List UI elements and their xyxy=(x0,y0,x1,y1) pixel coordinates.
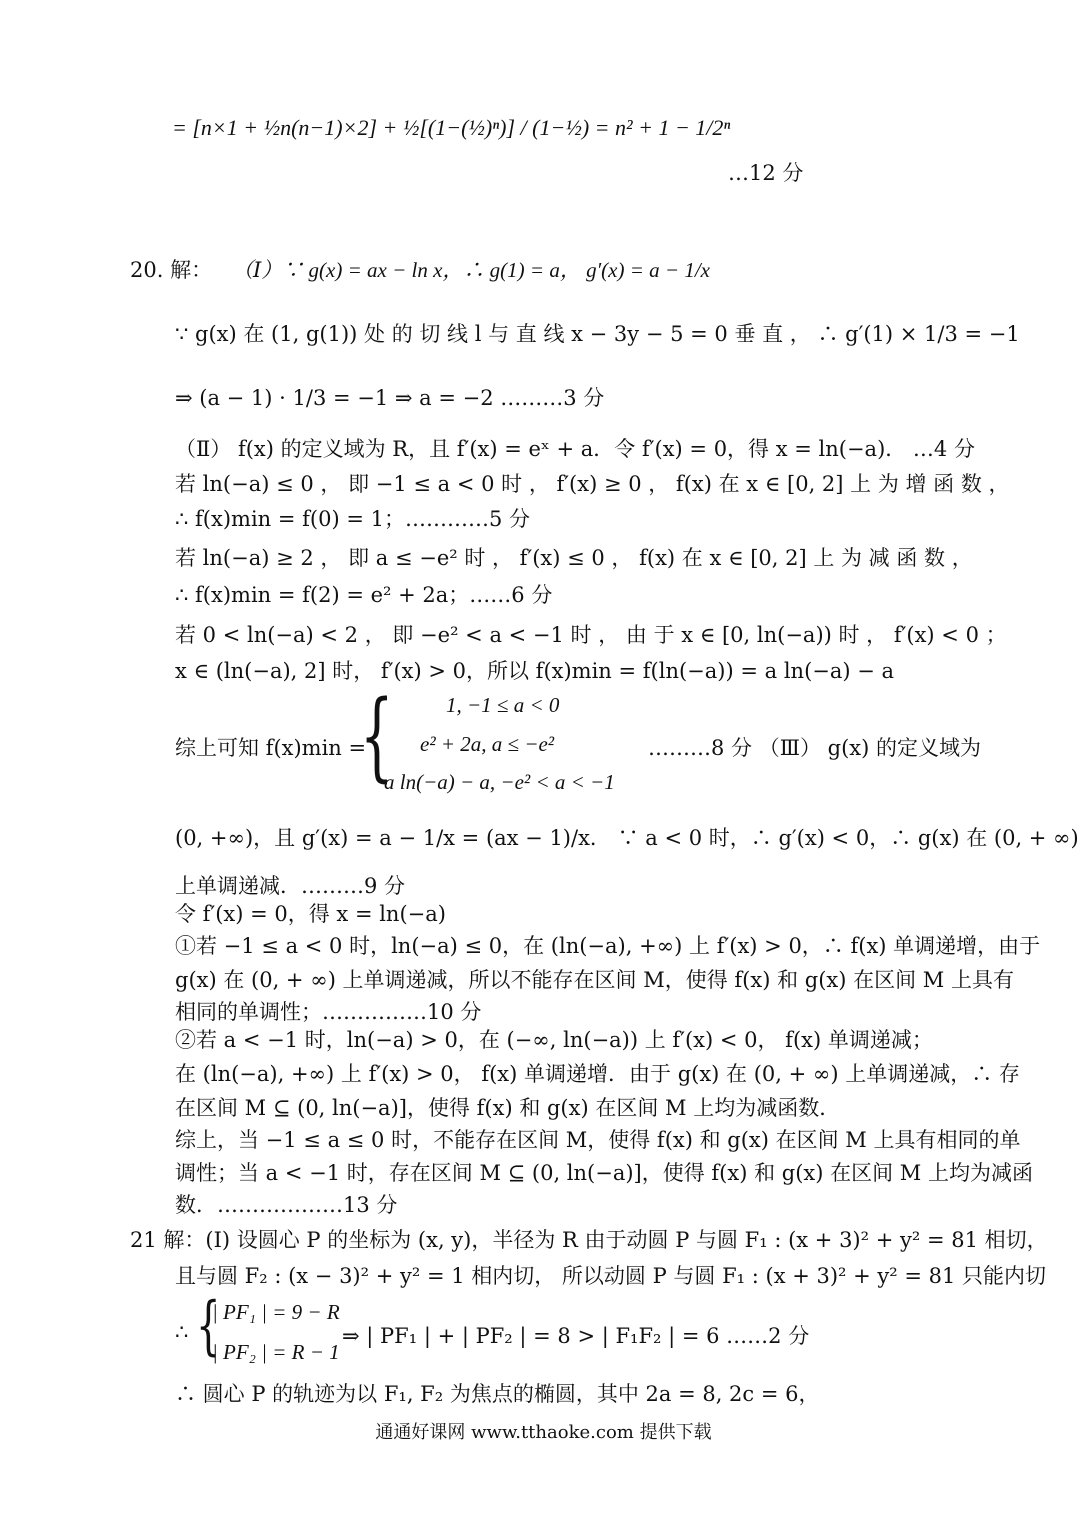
p20-line9 xyxy=(175,619,1007,649)
p20-line3-text: ⇒ (a − 1) · 1/3 = −1 ⇒ a = −2 ………3 分 xyxy=(175,386,605,410)
p21-system-result-text: ⇒ | PF₁ | + | PF₂ | = 8 > | F₁F₂ | = 6 ……2 分 xyxy=(342,1324,810,1348)
p20-line19 xyxy=(175,996,481,1026)
p20-line5-text: 若 ln(−a) ≤ 0 ， 即 −1 ≤ a < 0 时 ， f′(x) ≥ 0 ， f(x) 在 x ∈ [0, 2] 上 为 增 函 数 ， xyxy=(175,472,1010,496)
p20-line25-text: 数．………………13 分 xyxy=(175,1193,398,1217)
p21-line5-text: ∴ 圆心 P 的轨迹为以 F₁, F₂ 为焦点的椭圆，其中 2a = 8, 2c = 6， xyxy=(175,1382,820,1406)
p20-line14-text: (0, +∞)，且 g′(x) = a − 1/x = (ax − 1)/x． ∵ a < 0 时，∴ g′(x) < 0，∴ g(x) 在 (0, + ∞) xyxy=(175,826,1079,850)
p20-case-2-text: e² + 2a, a ≤ −e² xyxy=(420,732,555,756)
p20-line20 xyxy=(175,1024,933,1054)
p20-case-3-text: a ln(−a) − a, −e² < a < −1 xyxy=(384,770,615,794)
p21-system-1 xyxy=(212,1300,340,1325)
p20-line23-text: 综上，当 −1 ≤ a ≤ 0 时，不能存在区间 M，使得 f(x) 和 g(x) 在区间 M 上具有相同的单 xyxy=(175,1128,1021,1152)
p20-line2-text: ∵ g(x) 在 (1, g(1)) 处 的 切 线 l 与 直 线 x − 3y − 5 = 0 垂 直 ， ∴ g′(1) × 1/3 = −1 xyxy=(175,322,1020,346)
p21-line2-text: 且与圆 F₂ : (x − 3)² + y² = 1 相内切， 所以动圆 P 与圆 F₁ : (x + 3)² + y² = 81 只能内切 xyxy=(175,1264,1047,1288)
p20-label-text: 20. 解： xyxy=(130,258,213,282)
top-equation-text: = [n×1 + ½n(n−1)×2] + ½[(1−(½)ⁿ)] / (1−½) = n² + 1 − 1/2ⁿ xyxy=(172,115,731,140)
p21-line5 xyxy=(175,1378,819,1408)
p21-system-2-text: | PF₂ | = R − 1 xyxy=(212,1340,340,1364)
p20-line6-text: ∴ f(x)min = f(0) = 1；…………5 分 xyxy=(175,507,531,531)
p20-line24 xyxy=(175,1157,1033,1187)
p20-piecewise-brace: { xyxy=(360,680,394,792)
p20-line7 xyxy=(175,542,973,572)
p20-line25 xyxy=(175,1189,397,1219)
p20-case-3 xyxy=(384,770,615,795)
p20-summary-label-text: 综上可知 f(x)min = xyxy=(175,736,367,760)
footer-text: 通通好课网 www.tthaoke.com 提供下载 xyxy=(375,1422,712,1443)
p20-line10 xyxy=(175,655,894,685)
p20-line5 xyxy=(175,468,1010,498)
p20-line22-text: 在区间 M ⊆ (0, ln(−a)]，使得 f(x) 和 g(x) 在区间 M 上均为减函数． xyxy=(175,1096,841,1120)
p20-case-2 xyxy=(420,732,554,757)
p21-therefore: ∴ xyxy=(175,1320,189,1344)
p20-line10-text: x ∈ (ln(−a), 2] 时， f′(x) > 0，所以 f(x)min = f(ln(−a)) = a ln(−a) − a xyxy=(175,659,895,683)
p20-line17-text: ①若 −1 ≤ a < 0 时，ln(−a) ≤ 0，在 (ln(−a), +∞) 上 f′(x) > 0，∴ f(x) 单调递增，由于 xyxy=(175,934,1041,958)
p20-label xyxy=(130,254,212,284)
p20-case-score xyxy=(648,732,981,762)
p21-system-1-text: | PF₁ | = 9 − R xyxy=(212,1300,340,1324)
top-score-text: …12 分 xyxy=(728,161,804,185)
p20-line18-text: g(x) 在 (0, + ∞) 上单调递减，所以不能存在区间 M，使得 f(x) 和 g(x) 在区间 M 上具有 xyxy=(175,968,1014,992)
p20-line21 xyxy=(175,1058,1020,1088)
p20-line17 xyxy=(175,930,1040,960)
p20-line16 xyxy=(175,898,446,928)
p20-line6 xyxy=(175,503,530,533)
p20-part-i-text: （Ⅰ）∵ g(x) = ax − ln x，∴ g(1) = a， g′(x) = a − 1/x xyxy=(232,258,710,282)
p20-line8-text: ∴ f(x)min = f(2) = e² + 2a；……6 分 xyxy=(175,583,553,607)
p21-system-result xyxy=(342,1320,809,1350)
p20-line19-text: 相同的单调性；……………10 分 xyxy=(175,1000,482,1024)
p20-line3 xyxy=(175,382,604,412)
p20-line21-text: 在 (ln(−a), +∞) 上 f′(x) > 0， f(x) 单调递增．由于 g(x) 在 (0, + ∞) 上单调递减，∴ 存 xyxy=(175,1062,1020,1086)
p20-line23 xyxy=(175,1124,1020,1154)
p20-part-ii-text: （Ⅱ） f(x) 的定义域为 R，且 f′(x) = eˣ + a．令 f′(x) = 0，得 x = ln(−a)． …4 分 xyxy=(175,437,975,461)
p21-system-2 xyxy=(212,1340,340,1365)
p21-line1 xyxy=(130,1224,1048,1254)
p20-line14 xyxy=(175,822,1079,852)
p20-line22 xyxy=(175,1092,840,1122)
p20-line8 xyxy=(175,579,552,609)
p20-line16-text: 令 f′(x) = 0，得 x = ln(−a) xyxy=(175,902,446,926)
p20-part-ii xyxy=(175,433,975,463)
p20-line9-text: 若 0 < ln(−a) < 2 ， 即 −e² < a < −1 时 ， 由 于 x ∈ [0, ln(−a)) 时 ， f′(x) < 0 ； xyxy=(175,623,1007,647)
p20-line15-text: 上单调递减．………9 分 xyxy=(175,874,406,898)
p20-case-1-text: 1, −1 ≤ a < 0 xyxy=(446,693,560,717)
p20-summary-label xyxy=(175,732,366,762)
p20-case-score-text: ………8 分 （Ⅲ） g(x) 的定义域为 xyxy=(648,736,981,760)
page-footer xyxy=(0,1418,1087,1444)
top-score xyxy=(728,157,803,187)
p20-line15 xyxy=(175,870,405,900)
p20-line2 xyxy=(175,318,1020,348)
p20-line7-text: 若 ln(−a) ≥ 2 ， 即 a ≤ −e² 时 ， f′(x) ≤ 0 ， f(x) 在 x ∈ [0, 2] 上 为 减 函 数 ， xyxy=(175,546,973,570)
p21-line1-text: 21 解：(Ⅰ) 设圆心 P 的坐标为 (x, y)，半径为 R 由于动圆 P 与圆 F₁ : (x + 3)² + y² = 81 相切， xyxy=(130,1228,1048,1252)
p21-line2 xyxy=(175,1260,1046,1290)
p21-system-brace: { xyxy=(196,1289,221,1363)
top-equation xyxy=(172,115,730,141)
p20-part-i xyxy=(232,254,710,284)
p20-line18 xyxy=(175,964,1014,994)
p20-case-1 xyxy=(446,693,559,718)
p20-line20-text: ②若 a < −1 时，ln(−a) > 0，在 (−∞, ln(−a)) 上 f′(x) < 0， f(x) 单调递减； xyxy=(175,1028,933,1052)
p20-line24-text: 调性；当 a < −1 时，存在区间 M ⊆ (0, ln(−a)]，使得 f(x) 和 g(x) 在区间 M 上均为减函 xyxy=(175,1161,1033,1185)
